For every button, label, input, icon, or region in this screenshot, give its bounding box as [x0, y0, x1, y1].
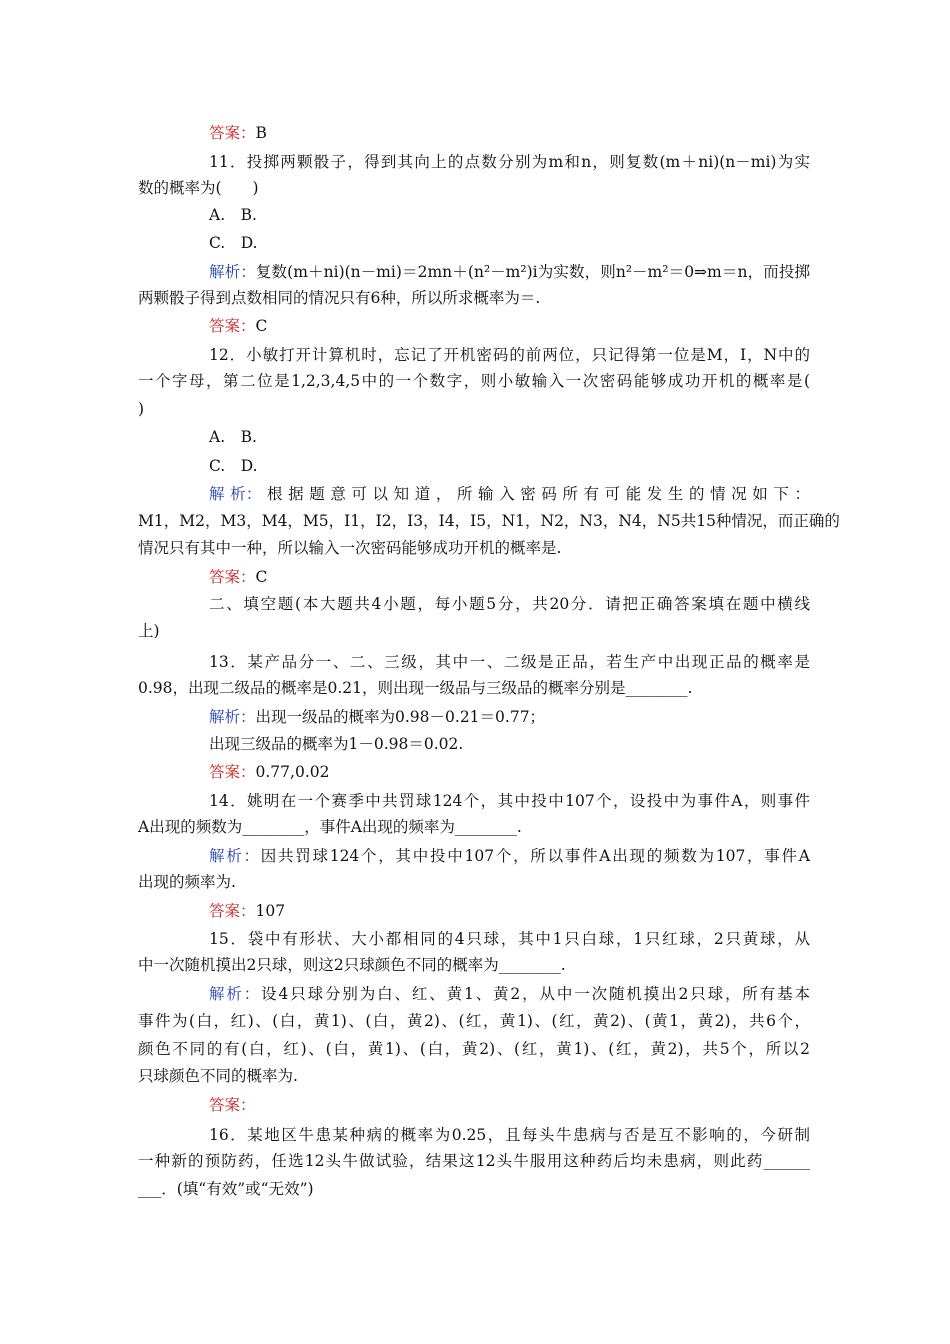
text-line: [138, 178, 259, 198]
text-line: [209, 846, 810, 866]
text-segment: C. D.: [209, 234, 258, 252]
text-line: [138, 621, 160, 641]
text-line: [209, 205, 257, 225]
text-segment: 数的概率为( ): [138, 179, 259, 197]
text-segment: A. B.: [209, 206, 257, 224]
text-segment: ): [138, 400, 145, 418]
text-line: [209, 484, 810, 504]
text-segment: C. D.: [209, 457, 258, 475]
text-segment: 复数(m＋ni)(n－mi)＝2mn＋(n²－m²)i为实数，则n²－m²＝0⇒m＝n，而投掷: [255, 263, 810, 281]
label-answer: 答案：: [209, 1096, 256, 1114]
text-line: [209, 707, 545, 727]
text-segment: 一个字母，第二位是1,2,3,4,5中的一个数字，则小敏输入一次密码能够成功开机的概率是(: [138, 372, 810, 390]
text-line: [209, 456, 258, 476]
text-line: [209, 901, 285, 921]
text-line: [209, 984, 810, 1004]
label-answer: 答案：: [209, 902, 256, 920]
text-segment: A出现的频数为________，事件A出现的频率为________.: [138, 818, 522, 836]
text-segment: 事件为(白，红)、(白，黄1)、(白，黄2)、(红，黄1)、(红，黄2)、(黄1，黄2)，共6个，: [138, 1012, 810, 1030]
text-segment: 12．小敏打开计算机时，忘记了开机密码的前两位，只记得第一位是M，I，N中的: [209, 346, 810, 364]
text-line: [138, 371, 810, 391]
label-solution: 解析：: [209, 847, 261, 865]
text-segment: 上): [138, 622, 160, 640]
text-line: [209, 734, 463, 754]
text-line: [209, 929, 810, 949]
text-segment: ___．(填“有效”或“无效”): [138, 1180, 314, 1198]
text-segment: 0.98，出现二级品的概率是0.21，则出现一级品与三级品的概率分别是________.: [138, 679, 693, 697]
text-line: [138, 1011, 810, 1031]
text-segment: C: [255, 317, 268, 335]
text-segment: 颜色不同的有(白，红)、(白，黄1)、(白，黄2)、(红，黄1)、(红，黄2)，共5个，所以2: [138, 1040, 810, 1058]
text-segment: 0.77,0.02: [255, 763, 330, 781]
label-solution: 解析：: [209, 263, 256, 281]
text-segment: 二、填空题(本大题共4小题，每小题5分，共20分．请把正确答案填在题中横线: [209, 595, 810, 613]
text-line: [138, 817, 522, 837]
text-line: [138, 955, 566, 975]
text-line: [138, 1179, 314, 1199]
text-line: [209, 567, 267, 587]
text-line: [138, 399, 144, 419]
label-answer: 答案：: [209, 317, 256, 335]
text-line: [138, 678, 692, 698]
text-segment: 情况只有其中一种，所以输入一次密码能够成功开机的概率是.: [138, 539, 562, 557]
text-line: [138, 872, 236, 892]
text-line: [138, 288, 540, 308]
text-segment: 11．投掷两颗骰子，得到其向上的点数分别为m和n，则复数(m＋ni)(n－mi)为实: [209, 153, 810, 171]
text-segment: 两颗骰子得到点数相同的情况只有6种，所以所求概率为＝.: [138, 289, 541, 307]
text-segment: 只球颜色不同的概率为.: [138, 1067, 298, 1085]
label-answer: 答案：: [209, 568, 256, 586]
text-line: [138, 1066, 298, 1086]
text-line: [138, 1039, 810, 1059]
label-answer: 答案：: [209, 763, 256, 781]
text-line: [138, 1151, 810, 1171]
label-answer: 答案：: [209, 124, 256, 142]
text-line: [209, 345, 810, 365]
text-line: [209, 427, 257, 447]
text-segment: 15．袋中有形状、大小都相同的4只球，其中1只白球，1只红球，2只黄球，从: [209, 930, 810, 948]
text-segment: 出现的频率为.: [138, 873, 236, 891]
text-segment: 16．某地区牛患某种病的概率为0.25，且每头牛患病与否是互不影响的，今研制: [209, 1126, 810, 1144]
text-segment: 中一次随机摸出2只球，则这2只球颜色不同的概率为________.: [138, 956, 566, 974]
text-segment: 13．某产品分一、二、三级，其中一、二级是正品，若生产中出现正品的概率是: [209, 653, 810, 671]
label-solution: 解 析：: [209, 485, 262, 503]
text-segment: 107: [255, 902, 286, 920]
text-line: [209, 262, 810, 282]
text-line: [138, 538, 561, 558]
text-line: [209, 762, 329, 782]
label-solution: 解析：: [209, 985, 262, 1003]
text-segment: 因共罚球124个，其中投中107个，所以事件A出现的频数为107，事件A: [260, 847, 810, 865]
text-segment: 一种新的预防药，任选12头牛做试验，结果这12头牛服用这种药后均未患病，则此药______: [138, 1152, 810, 1170]
text-line: [209, 594, 810, 614]
text-segment: 根 据 题 意 可 以 知 道 ， 所 输 入 密 码 所 有 可 能 发 生 的 情 况 如 下 ：: [261, 485, 810, 503]
text-segment: 出现三级品的概率为1－0.98＝0.02.: [209, 735, 464, 753]
text-segment: 14．姚明在一个赛季中共罚球124个，其中投中107个，设投中为事件A，则事件: [209, 792, 810, 810]
text-segment: A. B.: [209, 428, 257, 446]
label-solution: 解析：: [209, 708, 256, 726]
text-line: [209, 1125, 810, 1145]
text-segment: C: [255, 568, 268, 586]
text-segment: M1，M2，M3，M4，M5，I1，I2，I3，I4，I5，N1，N2，N3，N4，N5共15种情况，而正确的: [138, 512, 840, 530]
text-line: [209, 233, 258, 253]
text-line: [209, 791, 810, 811]
text-segment: 出现一级品的概率为0.98－0.21＝0.77；: [255, 708, 546, 726]
text-segment: 设4只球分别为白、红、黄1、黄2，从中一次随机摸出2只球，所有基本: [261, 985, 810, 1003]
text-line: [138, 511, 840, 531]
text-line: [209, 123, 267, 143]
text-line: [209, 1095, 256, 1115]
text-line: [209, 652, 810, 672]
text-line: [209, 316, 267, 336]
text-line: [209, 152, 810, 172]
text-segment: B: [255, 124, 267, 142]
